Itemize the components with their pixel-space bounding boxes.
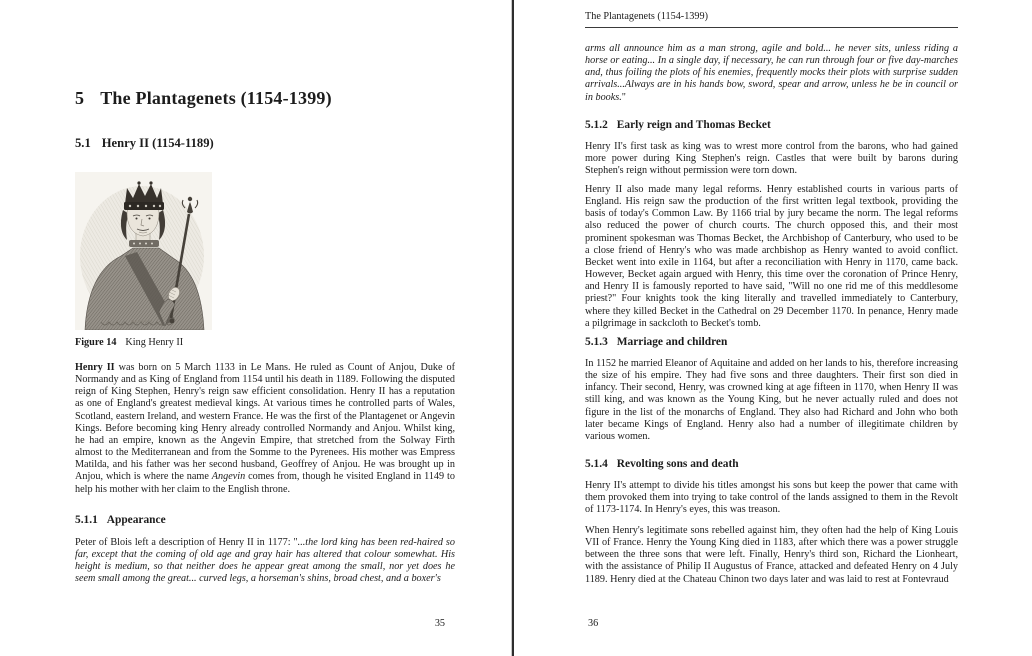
intro-paragraph [75,362,455,496]
appearance-paragraph [75,537,455,586]
intro-italic-word: Angevin [211,471,246,483]
section-title: Henry II (1154-1189) [101,136,214,150]
subsection-heading-appearance [75,514,455,526]
intro-body-a: was born on 5 March 1133 in Le Mans. He ruled as Count of Anjou, Duke of Normandy and as King of England from 1154 until his death in 1189. Following the disputed reign of King Stephen, Henry's reign saw efficient consolidation. Henry II has a reputation as one of England's greatest medieval kings. At various times he controlled parts of Wales, Scotland, eastern Ireland, and western France. He was the first of the Plantagenet or Angevin Kings. Before becoming king Henry already controlled Normandy and Anjou. Whilst king, he had an empire, known as the Angevin Empire, that stretched from the Solway Firth almost to the Mediterranean and from the Somme to the Pyrenees. His mother was Empress Matilda, and his father was her second husband, Geoffrey of Anjou. He was brought up in Anjou, which is where the name [75,362,455,483]
running-header-rule [585,27,958,28]
becket-paragraph-1: Henry II's first task as king was to wrest more control from the barons, who had gained more power during King Stephen's reign. Castles that were built by barons during Stephen's reign without permission were torn down. [585,141,958,177]
quote-continuation-paragraph [585,43,958,104]
quote-continuation-text: arms all announce him as a man strong, agile and bold... he never sits, unless riding a horse or eating... In a single day, if necessary, he can run through four or five day-marches and, thus foiling the plots of his enemies, frequently mocks their plots with surprise sudden arrivals...Always are in his hands bow, sword, spear and arrow, unless he be in council or in books. [585,43,958,103]
left-page [75,0,455,656]
king-henry-portrait-image [75,172,212,330]
subsection-title: Revolting sons and death [616,458,739,470]
figure-caption [75,337,455,349]
appearance-lead: Peter of Blois left a description of Henry II in 1177: " [75,537,298,548]
subsection-number: 5.1.3 [585,336,608,348]
subsection-heading-early-reign [585,119,958,131]
right-page [585,0,958,656]
subsection-heading-marriage [585,336,958,348]
subsection-number: 5.1.4 [585,458,608,470]
subsection-title: Appearance [106,514,166,526]
subsection-heading-revolt [585,458,958,470]
revolt-paragraph-2: When Henry's legitimate sons rebelled against him, they often had the help of King Louis VII of France. Henry the Young King died in 1183, after which there was a power struggle between the three sons that were left. Finally, Henry's third son, Richard the Lionheart, with the assistance of Philip II Augustus of France, attacked and defeated Henry on 4 July 1189. Henry died at the Chateau Chinon two days later and was laid to rest at Fontevraud [585,525,958,585]
subsection-title: Marriage and children [616,336,728,348]
page-divider [512,0,514,656]
portrait-plate-label: HENRY II. [131,319,155,324]
subsection-number: 5.1.1 [75,514,98,526]
appearance-quote: ...the lord king has been red-haired so far, except that the coming of old age and gray hair has altered that colour somewhat. His height is medium, so that neither does he appear great among the small, nor yet does he seem small among the great... curved legs, a horseman's shins, broad chest, and a boxer's [75,537,455,585]
page-number-36: 36 [588,618,599,629]
subsection-number: 5.1.2 [585,119,608,131]
intro-bold-lead: Henry II [75,362,115,373]
running-header: The Plantagenets (1154-1399) [585,11,708,22]
page-number-35: 35 [434,618,445,629]
quote-closing-mark: " [621,91,626,103]
subsection-title: Early reign and Thomas Becket [616,119,771,131]
chapter-title: The Plantagenets (1154-1399) [100,88,332,108]
chapter-number: 5 [75,88,85,108]
revolt-paragraph-1: Henry II's attempt to divide his titles amongst his sons but keep the power that came with them provoked them into trying to take control of the lands assigned to them in the Revolt of 1173-1174. In Henry's eyes, this was treason. [585,480,958,516]
figure-caption-label: Figure 14 [75,337,117,348]
marriage-paragraph: In 1152 he married Eleanor of Aquitaine and added on her lands to his, therefore increasing the size of his empire. They had five sons and three daughters. Their first son died in infancy. Their second, Henry, was crowned king at age fifteen in 1170, when Henry II was still king, and was known as the Young King, but he never actually ruled and does not figure in the list of the monarchs of England. They also had Richard and John who both later became Kings of England. Henry also had a number of illegitimate children by various women. [585,358,958,442]
becket-paragraph-2: Henry II also made many legal reforms. Henry established courts in various parts of England. His reign saw the production of the first written legal textbook, providing the basis of today's Common Law. By 1166 trial by jury became the norm. The legal reforms also reduced the power of church courts. The church opposed this, and their most prominent spokesman was Thomas Becket, the Archbishop of Canterbury, who used to be a close friend of Henry's who was made archbishop as Henry wanted to avoid conflict. Becket went into exile in 1164, but after a reconciliation with Henry in 1170, came back. However, Becket again argued with Henry, this time over the coronation of Prince Henry, and Henry II is famously reported to have said, "Will no one rid me of this meddlesome priest?" Four knights took the king literally and travelled immediately to Canterbury, where they killed Becket in the Cathedral on 29 December 1170. In penance, Henry made a pilgrimage in sackcloth to Becket's tomb. [585,184,958,329]
section-heading-henry-ii [75,136,455,151]
figure-caption-text: King Henry II [125,337,184,348]
intro-body-b: comes from, though he visited England in 1149 to help his mother with her claim to the English throne. [75,471,455,495]
section-number: 5.1 [75,136,91,150]
figure-henry-ii [75,172,455,330]
chapter-heading [75,88,455,109]
